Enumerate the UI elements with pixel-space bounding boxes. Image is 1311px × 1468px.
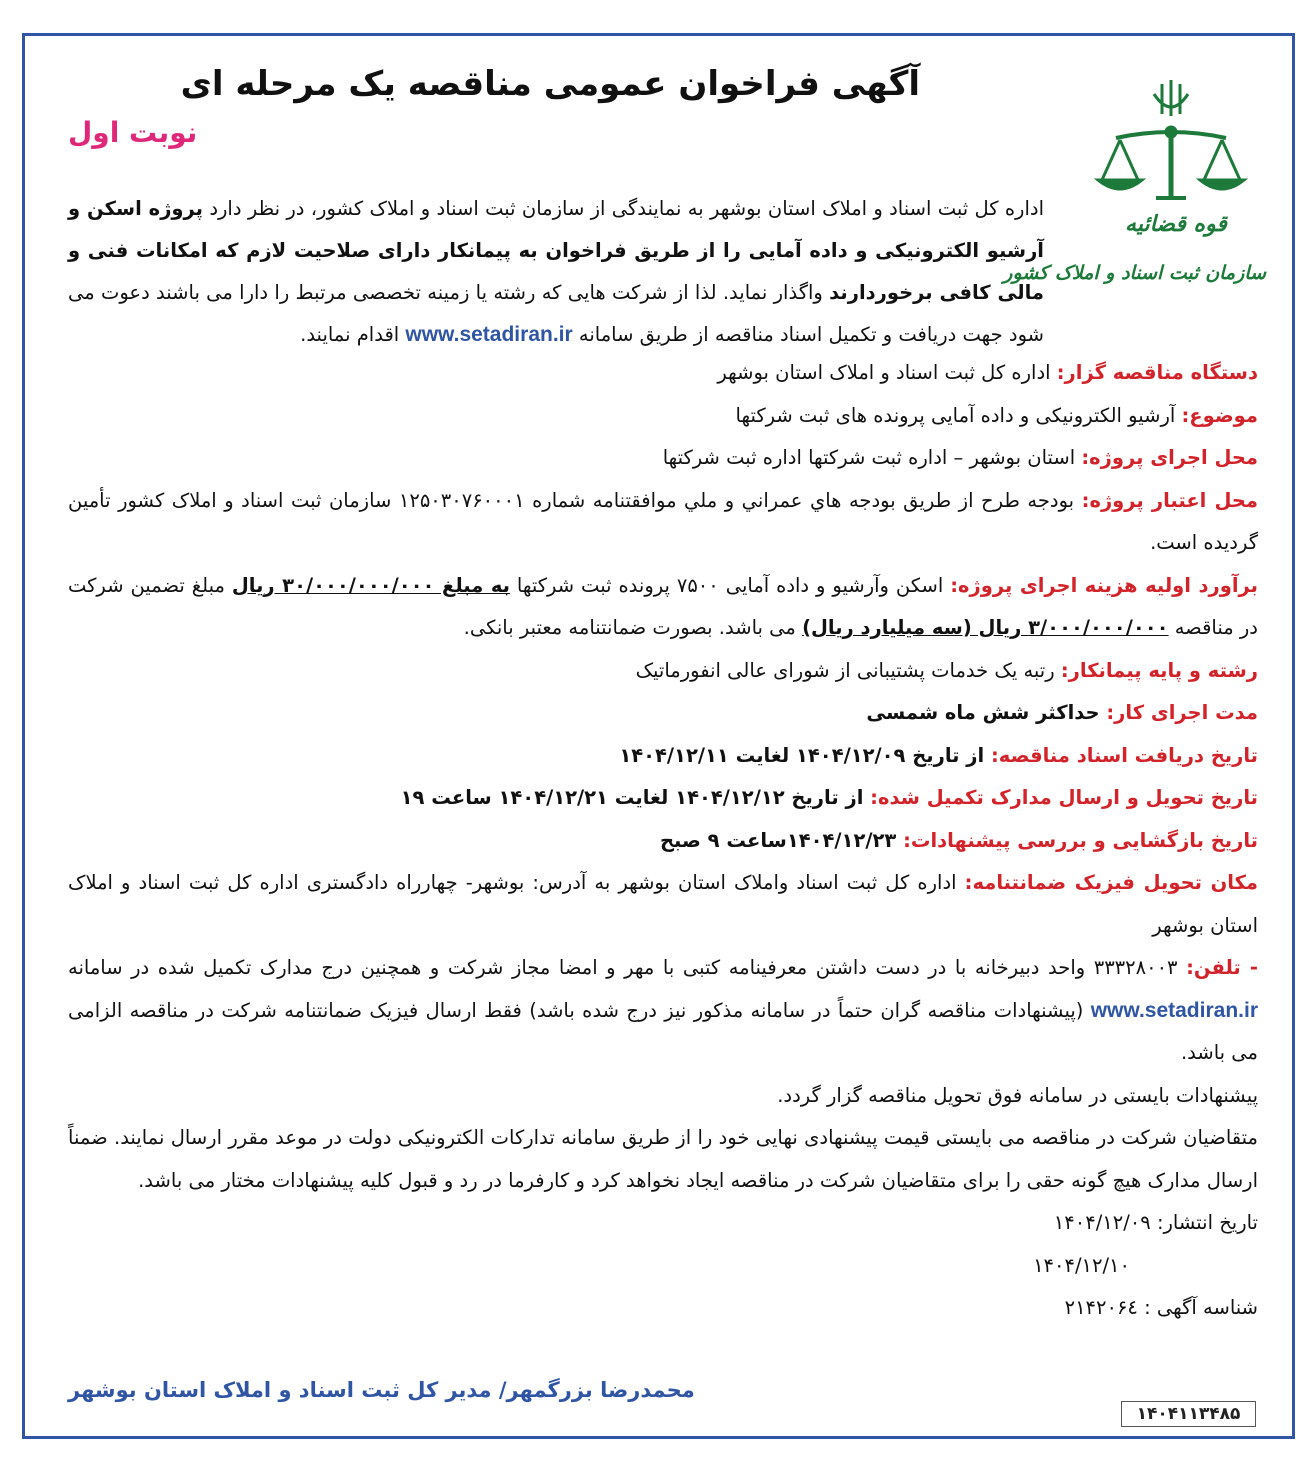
credit-row — [68, 480, 1258, 565]
note-1: پیشنهادات بایستی در سامانه فوق تحویل مناقصه گزار گردد. — [777, 1083, 1258, 1107]
phone-value-1: ۳۳۳۲۸۰۰۳ واحد دبیرخانه با در دست داشتن معرفینامه کتبی با مهر و امضا مجاز شرکت و همچنین درج مدارک تکمیل شده در سامانه — [68, 956, 1187, 979]
estimate-value-1: اسکن وآرشیو و داده آمایی ۷۵۰۰ پرونده ثبت شرکتها — [509, 573, 951, 597]
credit-label: محل اعتبار پروژه: — [1081, 488, 1258, 512]
estimate-value-2: مبلغ تضمین شرکت در مناقصه — [68, 573, 1258, 639]
subject-label: موضوع: — [1181, 403, 1258, 427]
publication-round: نوبت اول — [68, 116, 198, 149]
estimate-label: برآورد اولیه هزینه اجرای پروژه: — [950, 573, 1258, 597]
submit-label: تاریخ تحویل و ارسال مدارک تکمیل شده: — [870, 786, 1258, 809]
tender-details — [68, 352, 1258, 1330]
phone-row — [68, 947, 1258, 1075]
signature: محمدرضا بزرگمهر/ مدیر کل ثبت اسناد و املاک استان بوشهر — [68, 1378, 695, 1402]
estimate-value-3: می باشد. بصورت ضمانتنامه معتبر بانکی. — [463, 616, 803, 639]
logo-organization-text: سازمان ثبت اسناد و املاک کشور — [1003, 262, 1266, 284]
estimate-row — [68, 565, 1258, 650]
setadiran-link[interactable]: www.setadiran.ir — [405, 323, 573, 346]
location-label: محل اجرای پروژه: — [1081, 446, 1258, 469]
submit-row — [68, 777, 1258, 820]
publication-date-label: تاریخ انتشار: — [1156, 1211, 1258, 1234]
intro-text-3: اقدام نمایند. — [300, 323, 406, 346]
publication-date-row — [68, 1202, 1258, 1245]
phone-value-2: (پیشنهادات مناقصه گران حتماً در سامانه مذکور نیز درج شده باشد) فقط ارسال فیزیک ضمانتنامه شرکت در مناقصه الزامی می باشد. — [68, 998, 1258, 1064]
subject-value: آرشیو الکترونیکی و داده آمایی پرونده های ثبت شرکتها — [735, 403, 1182, 427]
notice-title: آگهی فراخوان عمومی مناقصه یک مرحله ای — [180, 64, 920, 104]
location-value: استان بوشهر – اداره ثبت شرکتها اداره ثبت شرکتها — [662, 446, 1082, 469]
receive-label: تاریخ دریافت اسناد مناقصه: — [990, 743, 1258, 767]
notice-id-row — [68, 1287, 1258, 1330]
publication-date-1: ۱۴۰۴/۱۲/۰۹ — [1053, 1211, 1151, 1234]
subject-row — [68, 395, 1258, 438]
note-2: متقاضیان شرکت در مناقصه می بایستی قیمت پیشنهادی نهایی خود را از طریق سامانه تدارکات الکترونیکی دولت در موعد مقرر ارسال نمایند. ضمناً ارسال مدارک هیچ گونه حقی را برای متقاضیان شرکت در مناقصه ایجاد نخواهد کرد و کارفرما در رد و قبول کلیه پیشنهادات مختار می باشد. — [68, 1126, 1258, 1192]
intro-project-bold: پروژه اسکن و آرشیو الکترونیکی و داده آمایی را از طریق فراخوان به پیمانکار دارای صلاحیت لازم که امکانات فنی و مالی کافی برخوردارند — [68, 197, 1044, 304]
opening-row — [68, 820, 1258, 863]
receive-row — [68, 735, 1258, 778]
delivery-row — [68, 862, 1258, 947]
grade-row — [68, 650, 1258, 693]
publication-date-row-2 — [68, 1245, 1258, 1288]
publication-date-2: ۱۴۰۴/۱۲/۱۰ — [1033, 1253, 1130, 1277]
organizer-label: دستگاه مناقصه گزار: — [1056, 361, 1258, 384]
intro-paragraph — [68, 188, 1044, 356]
phone-label: - تلفن: — [1186, 956, 1258, 979]
guarantee-amount: ۳/۰۰۰/۰۰۰/۰۰۰ ریال (سه میلیارد ریال) — [802, 616, 1169, 639]
receive-value: از تاریخ ۱۴۰۴/۱۲/۰۹ لغایت ۱۴۰۴/۱۲/۱۱ — [619, 743, 991, 767]
delivery-value: اداره کل ثبت اسناد واملاک استان بوشهر به آدرس: بوشهر- چهارراه دادگستری اداره کل ثبت اسناد و املاک استان بوشهر — [68, 871, 1258, 937]
grade-value: رتبه یک خدمات پشتیبانی از شورای عالی انفورماتیک — [635, 658, 1061, 682]
logo-judiciary-text: قوه قضائیه — [1125, 212, 1227, 237]
grade-label: رشته و پایه پیمانکار: — [1060, 658, 1258, 682]
intro-text-1: اداره کل ثبت اسناد و املاک استان بوشهر به نمایندگی از سازمان ثبت اسناد و املاک کشور، در نظر دارد — [203, 197, 1044, 220]
intro-text-2: واگذار نماید. لذا از شرکت هایی که رشته یا زمینه تخصصی مرتبط را دارا می باشند دعوت می شود جهت دریافت و تکمیل اسناد مناقصه از طریق سامانه — [68, 281, 1044, 346]
credit-value: بودجه طرح از طريق بودجه هاي عمراني و ملي موافقتنامه شماره ۱۲۵۰۳۰۷۶۰۰۰۱ سازمان ثبت اسناد و املاک کشور تأمین گردیده است. — [68, 488, 1258, 554]
location-row — [68, 437, 1258, 480]
setadiran-link-2[interactable]: www.setadiran.ir — [1090, 998, 1258, 1022]
opening-label: تاریخ بازگشایی و بررسی پیشنهادات: — [903, 828, 1258, 852]
notice-id-value: ۲۱۴۲۰۶٤ — [1064, 1296, 1138, 1319]
organizer-value: اداره کل ثبت اسناد و املاک استان بوشهر — [717, 361, 1057, 384]
duration-label: مدت اجرای کار: — [1106, 701, 1258, 724]
notice-code: ۱۴۰۴۱۱۳۴۸۵ — [1121, 1401, 1256, 1427]
estimate-amount: به مبلغ ۳۰/۰۰۰/۰۰۰/۰۰۰ ریال — [231, 573, 510, 597]
notice-id-label: شناسه آگهی : — [1137, 1296, 1258, 1319]
opening-value: ۱۴۰۴/۱۲/۲۳ساعت ۹ صبح — [660, 828, 904, 852]
organizer-row — [68, 352, 1258, 395]
duration-row — [68, 692, 1258, 735]
delivery-label: مکان تحویل فیزیک ضمانتنامه: — [964, 871, 1258, 894]
submit-value: از تاریخ ۱۴۰۴/۱۲/۱۲ لغایت ۱۴۰۴/۱۲/۲۱ ساعت ۱۹ — [400, 786, 871, 809]
duration-value: حداکثر شش ماه شمسی — [866, 701, 1107, 724]
